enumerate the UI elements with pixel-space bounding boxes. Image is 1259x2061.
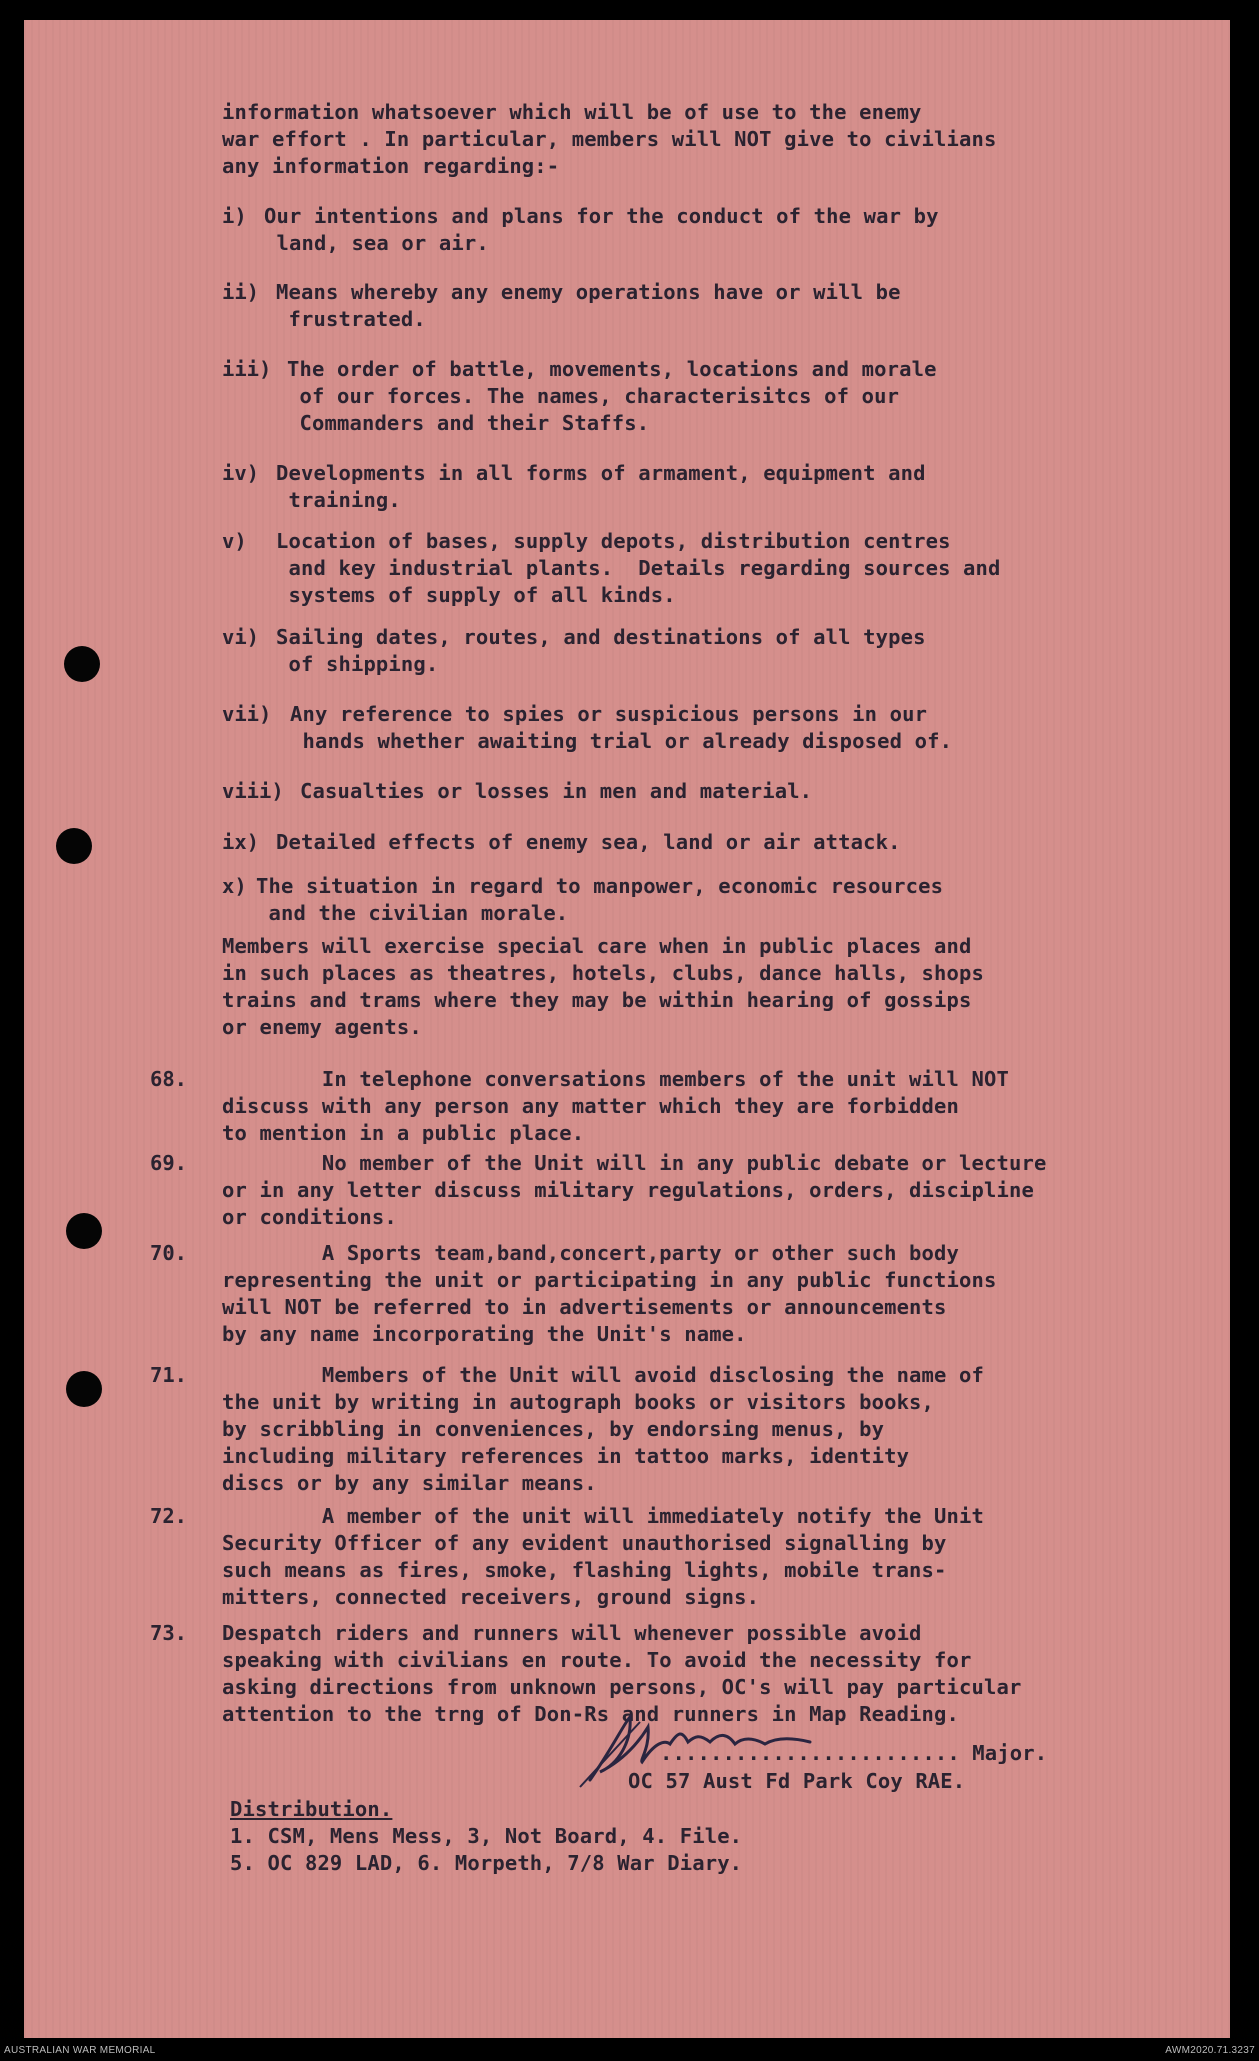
punch-hole: [56, 828, 92, 864]
distribution-line: 1. CSM, Mens Mess, 3, Not Board, 4. File.: [230, 1824, 743, 1848]
item-label: x): [222, 874, 247, 898]
paragraph-text: Despatch riders and runners will whenever possible avoid speaking with civilians en route. To avoid the necessity for asking directions from unknown persons, OC's will pay particular attention to the trng of Don-Rs and runners in Map Reading.: [222, 1621, 1022, 1726]
paragraph-number: 68.: [150, 1067, 188, 1091]
item-text: Sailing dates, routes, and destinations of all types of shipping.: [276, 625, 926, 676]
footer-accession: AWM2020.71.3237: [1165, 2045, 1255, 2056]
paragraph-text: Members of the Unit will avoid disclosing the name of the unit by writing in autograph books or visitors books, by scribbling in conveniences, by endorsing menus, by including military references in tattoo marks, identity discs or by any similar means.: [222, 1363, 985, 1495]
punch-hole: [64, 646, 100, 682]
item-label: viii): [222, 779, 284, 803]
item-text: Detailed effects of enemy sea, land or air attack.: [276, 830, 901, 854]
paragraph-text: In telephone conversations members of the unit will NOT discuss with any person any matter which they are forbidden to mention in a public place.: [222, 1067, 1009, 1145]
paragraph-number: 71.: [150, 1363, 188, 1387]
intro-text: information whatsoever which will be of use to the enemy war effort . In particular, members will NOT give to civilians any information regarding:-: [222, 100, 997, 178]
item-label: i): [222, 204, 247, 228]
paragraph-text: A Sports team,band,concert,party or other such body representing the unit or participating in any public functions will NOT be referred to in advertisements or announcements by any name incorporating the Unit's name.: [222, 1241, 997, 1346]
item-text: Location of bases, supply depots, distribution centres and key industrial plants. Details regarding sources and systems of supply of all kinds.: [276, 529, 1001, 607]
distribution-heading: Distribution.: [230, 1797, 393, 1821]
item-text: Casualties or losses in men and material.: [300, 779, 813, 803]
item-text: Any reference to spies or suspicious persons in our hands whether awaiting trial or already disposed of.: [290, 702, 953, 753]
paragraph-number: 69.: [150, 1151, 188, 1175]
item-text: Developments in all forms of armament, equipment and training.: [276, 461, 926, 512]
item-label: vii): [222, 702, 272, 726]
special-care-text: Members will exercise special care when in public places and in such places as theatres, hotels, clubs, dance halls, shops trains and trams where they may be within hearing of gossips or enemy agents.: [222, 934, 985, 1039]
signature-title: OC 57 Aust Fd Park Coy RAE.: [628, 1769, 966, 1793]
paragraph-text: A member of the unit will immediately notify the Unit Security Officer of any evident unauthorised signalling by such means as fires, smoke, flashing lights, mobile trans- mitters, connected receivers, ground signs.: [222, 1504, 985, 1609]
item-text: Our intentions and plans for the conduct of the war by land, sea or air.: [264, 204, 939, 255]
paragraph-text: No member of the Unit will in any public debate or lecture or in any letter discuss military regulations, orders, discipline or conditions.: [222, 1151, 1047, 1229]
signature-line: ........................ Major.: [660, 1741, 1048, 1765]
item-label: ii): [222, 280, 260, 304]
item-text: The situation in regard to manpower, economic resources and the civilian morale.: [256, 874, 944, 925]
item-label: iii): [222, 357, 272, 381]
punch-hole: [66, 1213, 102, 1249]
item-text: The order of battle, movements, locations and morale of our forces. The names, characterisitcs of our Commanders and their Staffs.: [287, 357, 937, 435]
footer-source: AUSTRALIAN WAR MEMORIAL: [4, 2045, 156, 2056]
paragraph-number: 73.: [150, 1621, 188, 1645]
item-label: ix): [222, 830, 260, 854]
punch-hole: [66, 1371, 102, 1407]
item-label: iv): [222, 461, 260, 485]
distribution-line: 5. OC 829 LAD, 6. Morpeth, 7/8 War Diary.: [230, 1851, 743, 1875]
paragraph-number: 70.: [150, 1241, 188, 1265]
item-label: v): [222, 529, 247, 553]
item-label: vi): [222, 625, 260, 649]
item-text: Means whereby any enemy operations have or will be frustrated.: [276, 280, 901, 331]
paragraph-number: 72.: [150, 1504, 188, 1528]
